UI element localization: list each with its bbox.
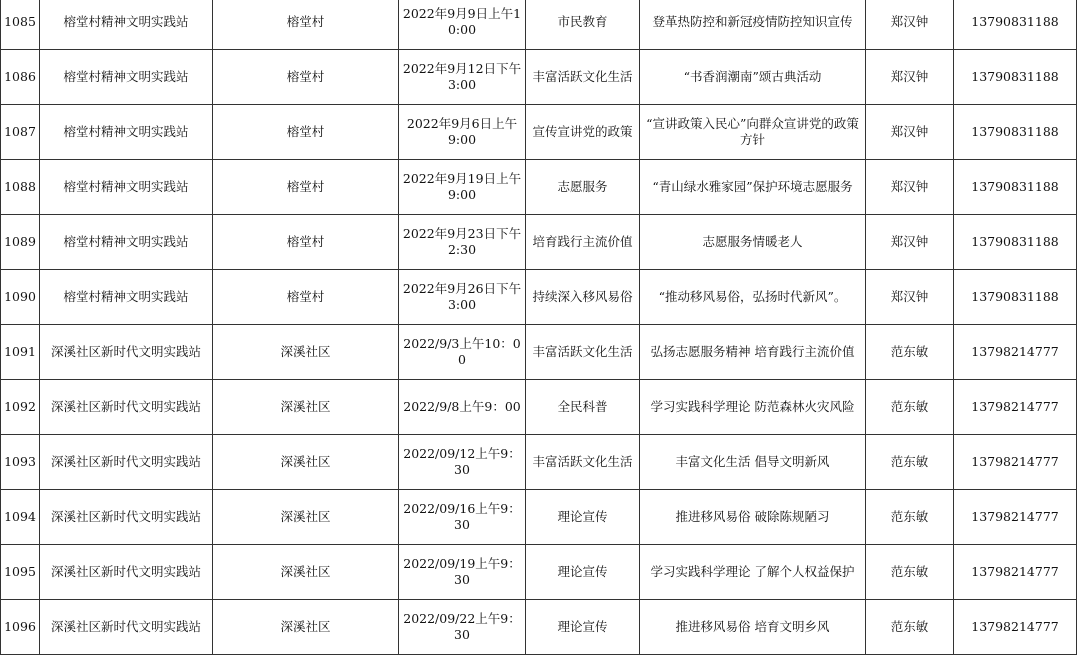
contact-person-cell: 郑汉钟 xyxy=(866,105,954,160)
serial-number-cell: 1093 xyxy=(1,435,40,490)
station-name-cell: 榕堂村精神文明实践站 xyxy=(40,0,213,50)
phone-number-cell: 13790831188 xyxy=(954,50,1077,105)
table-row xyxy=(1,325,1077,380)
table-row xyxy=(1,105,1077,160)
phone-number-cell: 13798214777 xyxy=(954,325,1077,380)
phone-number-cell: 13790831188 xyxy=(954,270,1077,325)
village-cell: 深溪社区 xyxy=(213,545,399,600)
activity-content-cell: 弘扬志愿服务精神 培育践行主流价值 xyxy=(640,325,866,380)
category-cell: 丰富活跃文化生活 xyxy=(526,50,640,105)
serial-number-cell: 1094 xyxy=(1,490,40,545)
activity-content-cell: 学习实践科学理论 防范森林火灾风险 xyxy=(640,380,866,435)
contact-person-cell: 郑汉钟 xyxy=(866,270,954,325)
station-name-cell: 榕堂村精神文明实践站 xyxy=(40,105,213,160)
activity-time-cell: 2022/09/22上午9：30 xyxy=(399,600,526,655)
contact-person-cell: 范东敏 xyxy=(866,380,954,435)
activity-content-cell: “宣讲政策入民心”向群众宣讲党的政策方针 xyxy=(640,105,866,160)
phone-number-cell: 13790831188 xyxy=(954,0,1077,50)
station-name-cell: 榕堂村精神文明实践站 xyxy=(40,50,213,105)
activity-content-cell: 学习实践科学理论 了解个人权益保护 xyxy=(640,545,866,600)
activity-time-cell: 2022年9月12日下午3:00 xyxy=(399,50,526,105)
phone-number-cell: 13790831188 xyxy=(954,160,1077,215)
activity-time-cell: 2022年9月6日上午9:00 xyxy=(399,105,526,160)
category-cell: 持续深入移风易俗 xyxy=(526,270,640,325)
serial-number-cell: 1095 xyxy=(1,545,40,600)
phone-number-cell: 13798214777 xyxy=(954,435,1077,490)
category-cell: 宣传宣讲党的政策 xyxy=(526,105,640,160)
station-name-cell: 深溪社区新时代文明实践站 xyxy=(40,545,213,600)
serial-number-cell: 1091 xyxy=(1,325,40,380)
activity-time-cell: 2022年9月26日下午3:00 xyxy=(399,270,526,325)
table-row xyxy=(1,600,1077,655)
phone-number-cell: 13798214777 xyxy=(954,545,1077,600)
station-name-cell: 深溪社区新时代文明实践站 xyxy=(40,600,213,655)
contact-person-cell: 范东敏 xyxy=(866,325,954,380)
village-cell: 榕堂村 xyxy=(213,160,399,215)
contact-person-cell: 范东敏 xyxy=(866,435,954,490)
table-row xyxy=(1,160,1077,215)
village-cell: 榕堂村 xyxy=(213,215,399,270)
activity-time-cell: 2022/09/19上午9：30 xyxy=(399,545,526,600)
phone-number-cell: 13798214777 xyxy=(954,380,1077,435)
activity-content-cell: 丰富文化生活 倡导文明新风 xyxy=(640,435,866,490)
serial-number-cell: 1092 xyxy=(1,380,40,435)
table-row xyxy=(1,0,1077,50)
village-cell: 榕堂村 xyxy=(213,50,399,105)
village-cell: 深溪社区 xyxy=(213,490,399,545)
serial-number-cell: 1085 xyxy=(1,0,40,50)
table-row xyxy=(1,435,1077,490)
station-name-cell: 深溪社区新时代文明实践站 xyxy=(40,380,213,435)
village-cell: 榕堂村 xyxy=(213,270,399,325)
contact-person-cell: 范东敏 xyxy=(866,600,954,655)
serial-number-cell: 1086 xyxy=(1,50,40,105)
activity-content-cell: “推动移风易俗，弘扬时代新风”。 xyxy=(640,270,866,325)
village-cell: 深溪社区 xyxy=(213,325,399,380)
village-cell: 深溪社区 xyxy=(213,600,399,655)
category-cell: 全民科普 xyxy=(526,380,640,435)
station-name-cell: 深溪社区新时代文明实践站 xyxy=(40,435,213,490)
phone-number-cell: 13790831188 xyxy=(954,215,1077,270)
table-row xyxy=(1,215,1077,270)
activity-time-cell: 2022/9/8上午9：00 xyxy=(399,380,526,435)
activity-content-cell: 推进移风易俗 培育文明乡风 xyxy=(640,600,866,655)
contact-person-cell: 郑汉钟 xyxy=(866,215,954,270)
contact-person-cell: 郑汉钟 xyxy=(866,160,954,215)
table-row xyxy=(1,545,1077,600)
activity-content-cell: “青山绿水雅家园”保护环境志愿服务 xyxy=(640,160,866,215)
table-row xyxy=(1,490,1077,545)
village-cell: 榕堂村 xyxy=(213,105,399,160)
village-cell: 深溪社区 xyxy=(213,380,399,435)
category-cell: 理论宣传 xyxy=(526,490,640,545)
serial-number-cell: 1088 xyxy=(1,160,40,215)
category-cell: 丰富活跃文化生活 xyxy=(526,435,640,490)
contact-person-cell: 郑汉钟 xyxy=(866,0,954,50)
phone-number-cell: 13798214777 xyxy=(954,490,1077,545)
activity-time-cell: 2022/09/12上午9：30 xyxy=(399,435,526,490)
phone-number-cell: 13798214777 xyxy=(954,600,1077,655)
contact-person-cell: 郑汉钟 xyxy=(866,50,954,105)
serial-number-cell: 1087 xyxy=(1,105,40,160)
station-name-cell: 榕堂村精神文明实践站 xyxy=(40,215,213,270)
serial-number-cell: 1090 xyxy=(1,270,40,325)
station-name-cell: 榕堂村精神文明实践站 xyxy=(40,270,213,325)
activity-time-cell: 2022/9/3上午10：00 xyxy=(399,325,526,380)
table-body xyxy=(1,0,1077,655)
station-name-cell: 深溪社区新时代文明实践站 xyxy=(40,325,213,380)
serial-number-cell: 1089 xyxy=(1,215,40,270)
contact-person-cell: 范东敏 xyxy=(866,545,954,600)
activity-content-cell: 登革热防控和新冠疫情防控知识宣传 xyxy=(640,0,866,50)
category-cell: 市民教育 xyxy=(526,0,640,50)
serial-number-cell: 1096 xyxy=(1,600,40,655)
contact-person-cell: 范东敏 xyxy=(866,490,954,545)
category-cell: 理论宣传 xyxy=(526,600,640,655)
activity-time-cell: 2022/09/16上午9：30 xyxy=(399,490,526,545)
activity-content-cell: 推进移风易俗 破除陈规陋习 xyxy=(640,490,866,545)
table-row xyxy=(1,270,1077,325)
activity-content-cell: “书香润潮南”颂古典活动 xyxy=(640,50,866,105)
category-cell: 理论宣传 xyxy=(526,545,640,600)
station-name-cell: 榕堂村精神文明实践站 xyxy=(40,160,213,215)
table-row xyxy=(1,50,1077,105)
activity-time-cell: 2022年9月23日下午2:30 xyxy=(399,215,526,270)
activity-time-cell: 2022年9月9日上午10:00 xyxy=(399,0,526,50)
station-name-cell: 深溪社区新时代文明实践站 xyxy=(40,490,213,545)
table-row xyxy=(1,380,1077,435)
category-cell: 培育践行主流价值 xyxy=(526,215,640,270)
activity-time-cell: 2022年9月19日上午9:00 xyxy=(399,160,526,215)
village-cell: 深溪社区 xyxy=(213,435,399,490)
village-cell: 榕堂村 xyxy=(213,0,399,50)
phone-number-cell: 13790831188 xyxy=(954,105,1077,160)
category-cell: 丰富活跃文化生活 xyxy=(526,325,640,380)
activity-content-cell: 志愿服务情暖老人 xyxy=(640,215,866,270)
category-cell: 志愿服务 xyxy=(526,160,640,215)
